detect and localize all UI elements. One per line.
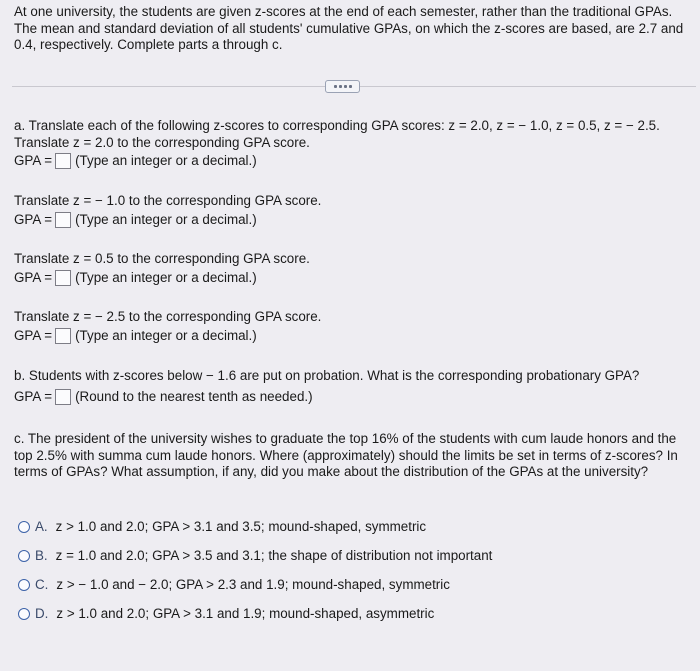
radio-icon[interactable] bbox=[18, 579, 30, 591]
option-a[interactable] bbox=[18, 518, 426, 535]
radio-icon[interactable] bbox=[18, 608, 30, 620]
option-letter: A. bbox=[35, 519, 48, 534]
gpa-label: GPA = bbox=[14, 328, 53, 343]
option-c[interactable] bbox=[18, 576, 450, 593]
option-letter: C. bbox=[35, 577, 49, 592]
part-a-instruction-3: Translate z = 0.5 to the corresponding GPA score. bbox=[14, 251, 310, 266]
gpa-label: GPA = bbox=[14, 389, 53, 404]
part-c-prompt: c. The president of the university wishes to graduate the top 16% of the students with cum laude honors and the top 2.5% with summa cum laude honors. Where (approximately) should the limits be set in terms of z-scores? In terms of GPAs? What assumption, if any, did you make about the distribution of the GPAs at the university? bbox=[14, 431, 678, 479]
gpa-input-1[interactable] bbox=[55, 153, 71, 169]
part-a-answer-row-1 bbox=[14, 152, 257, 169]
probation-gpa-input[interactable] bbox=[55, 389, 71, 405]
gpa-input-2[interactable] bbox=[55, 212, 71, 228]
option-letter: D. bbox=[35, 606, 49, 621]
part-a-answer-row-3 bbox=[14, 269, 257, 286]
gpa-input-3[interactable] bbox=[55, 270, 71, 286]
part-a-prompt: a. Translate each of the following z-scores to corresponding GPA scores: z = 2.0, z = − 1.0, z = 0.5, z = − 2.5. bbox=[14, 118, 660, 133]
radio-icon[interactable] bbox=[18, 521, 30, 533]
answer-hint: (Type an integer or a decimal.) bbox=[75, 328, 257, 343]
option-d[interactable] bbox=[18, 605, 434, 622]
option-text: z > − 1.0 and − 2.0; GPA > 2.3 and 1.9; mound-shaped, symmetric bbox=[56, 577, 450, 592]
part-a-instruction-1: Translate z = 2.0 to the corresponding GPA score. bbox=[14, 135, 310, 150]
part-a-instruction-2: Translate z = − 1.0 to the corresponding GPA score. bbox=[14, 193, 322, 208]
gpa-label: GPA = bbox=[14, 153, 53, 168]
question-intro: At one university, the students are given z-scores at the end of each semester, rather than the traditional GPAs. The mean and standard deviation of all students' cumulative GPAs, on which the z-scores are based, are 2.7 and 0.4, respectively. Complete parts a through c. bbox=[14, 4, 684, 52]
part-a-answer-row-2 bbox=[14, 211, 257, 228]
option-text: z = 1.0 and 2.0; GPA > 3.5 and 3.1; the shape of distribution not important bbox=[55, 548, 493, 563]
option-letter: B. bbox=[35, 548, 48, 563]
gpa-label: GPA = bbox=[14, 270, 53, 285]
answer-hint: (Type an integer or a decimal.) bbox=[75, 212, 257, 227]
part-b-prompt: b. Students with z-scores below − 1.6 are put on probation. What is the corresponding probationary GPA? bbox=[14, 368, 640, 383]
part-a-answer-row-4 bbox=[14, 327, 257, 344]
part-a-instruction-4: Translate z = − 2.5 to the corresponding GPA score. bbox=[14, 309, 322, 324]
part-b-answer-row bbox=[14, 388, 313, 405]
gpa-label: GPA = bbox=[14, 212, 53, 227]
answer-hint: (Type an integer or a decimal.) bbox=[75, 270, 257, 285]
radio-icon[interactable] bbox=[18, 550, 30, 562]
answer-hint: (Type an integer or a decimal.) bbox=[75, 153, 257, 168]
more-dots-icon bbox=[334, 85, 352, 88]
expand-toggle-button[interactable] bbox=[325, 80, 360, 93]
option-b[interactable] bbox=[18, 547, 492, 564]
option-text: z > 1.0 and 2.0; GPA > 3.1 and 3.5; mound-shaped, symmetric bbox=[55, 519, 427, 534]
option-text: z > 1.0 and 2.0; GPA > 3.1 and 1.9; mound-shaped, asymmetric bbox=[56, 606, 435, 621]
answer-hint: (Round to the nearest tenth as needed.) bbox=[75, 389, 313, 404]
gpa-input-4[interactable] bbox=[55, 328, 71, 344]
